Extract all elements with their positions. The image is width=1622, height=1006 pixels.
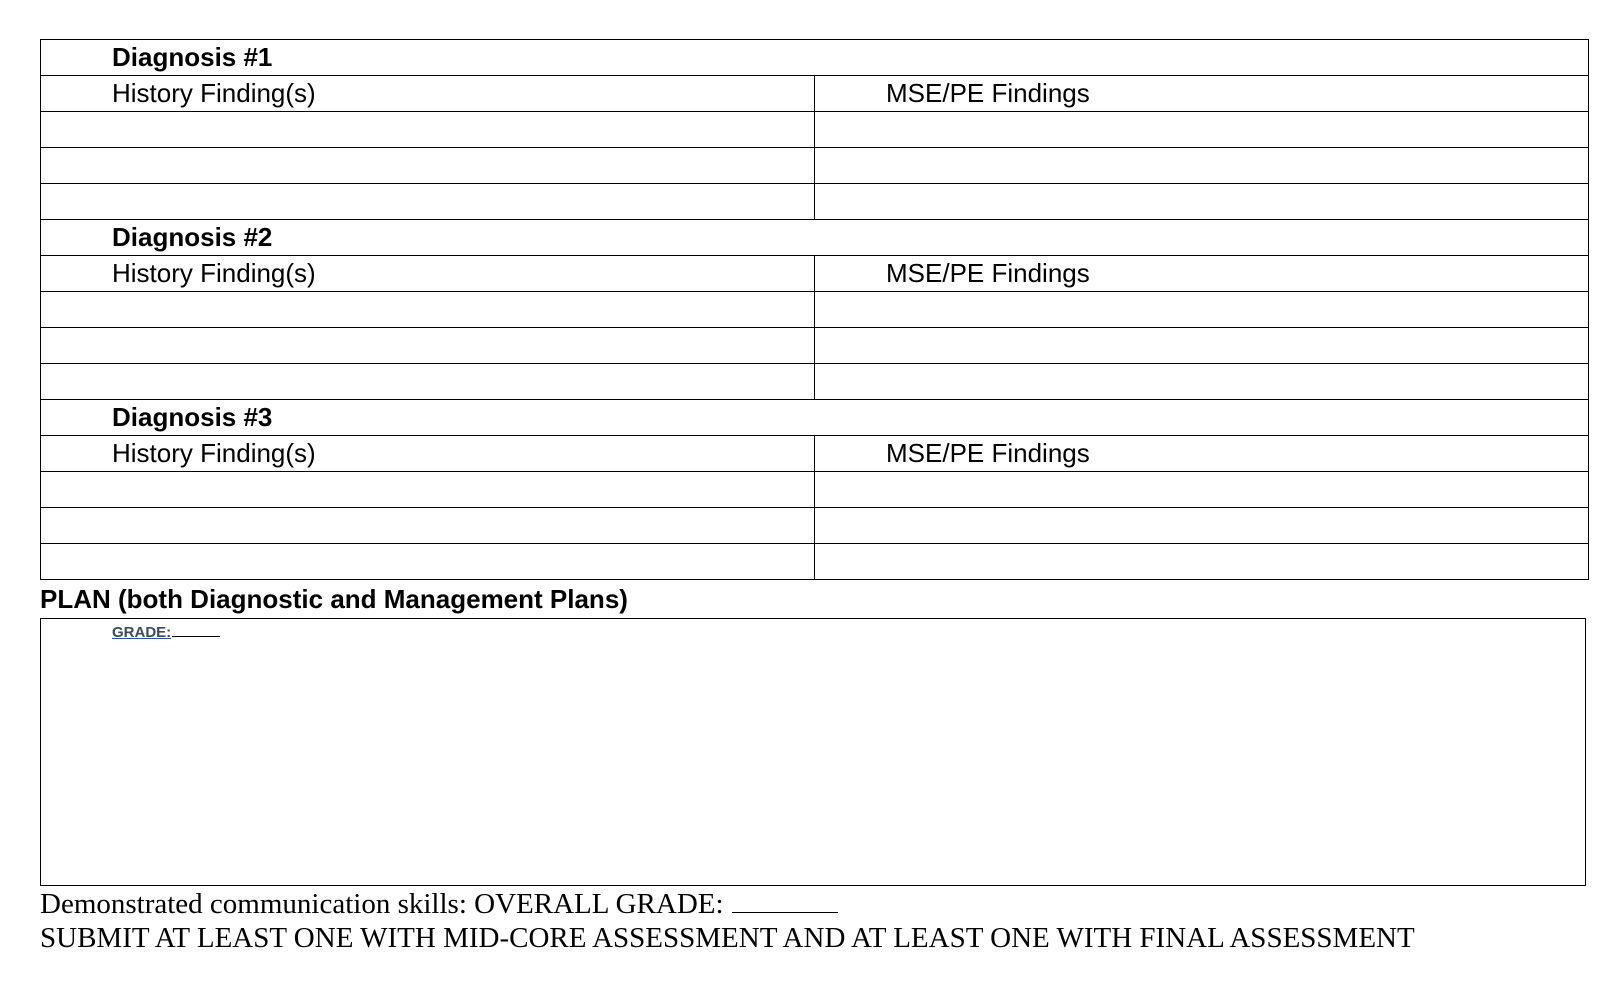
table-row: [41, 364, 1589, 400]
mse-finding-cell[interactable]: [815, 544, 1589, 580]
plan-grade-label: GRADE:: [112, 624, 172, 641]
diagnosis-3-mse-label: MSE/PE Findings: [815, 436, 1589, 472]
table-row: [41, 112, 1589, 148]
diagnosis-1-history-label: History Finding(s): [41, 76, 815, 112]
plan-heading: PLAN (both Diagnostic and Management Plans): [40, 584, 628, 614]
table-row: [41, 328, 1589, 364]
diagnosis-3-title-row: [41, 400, 1589, 436]
submit-note: SUBMIT AT LEAST ONE WITH MID-CORE ASSESSMENT AND AT LEAST ONE WITH FINAL ASSESSMENT: [40, 922, 1415, 954]
history-finding-cell[interactable]: [41, 328, 815, 364]
mse-finding-cell[interactable]: [815, 184, 1589, 220]
plan-grade: [112, 622, 220, 641]
diagnosis-2-title: Diagnosis #2: [41, 220, 1589, 256]
diagnosis-1-title: Diagnosis #1: [41, 40, 1589, 76]
communication-grade-label: Demonstrated communication skills: OVERALL GRADE:: [40, 888, 724, 920]
table-row: [41, 508, 1589, 544]
mse-finding-cell[interactable]: [815, 148, 1589, 184]
mse-finding-cell[interactable]: [815, 328, 1589, 364]
history-finding-cell[interactable]: [41, 184, 815, 220]
mse-finding-cell[interactable]: [815, 508, 1589, 544]
table-row: [41, 148, 1589, 184]
plan-grade-blank[interactable]: [172, 622, 220, 637]
mse-finding-cell[interactable]: [815, 364, 1589, 400]
assessment-form: [40, 39, 1589, 955]
diagnosis-1-title-row: [41, 40, 1589, 76]
history-finding-cell[interactable]: [41, 364, 815, 400]
diagnosis-3-history-label: History Finding(s): [41, 436, 815, 472]
diagnosis-3-title: Diagnosis #3: [41, 400, 1589, 436]
diagnosis-2-header-row: [41, 256, 1589, 292]
diagnosis-2-title-row: [41, 220, 1589, 256]
history-finding-cell[interactable]: [41, 544, 815, 580]
diagnosis-1-header-row: [41, 76, 1589, 112]
history-finding-cell[interactable]: [41, 508, 815, 544]
communication-grade-line: [40, 886, 1589, 921]
diagnosis-table: [40, 39, 1589, 580]
history-finding-cell[interactable]: [41, 148, 815, 184]
table-row: [41, 544, 1589, 580]
table-row: [41, 184, 1589, 220]
mse-finding-cell[interactable]: [815, 292, 1589, 328]
diagnosis-3-header-row: [41, 436, 1589, 472]
plan-textbox[interactable]: [40, 618, 1586, 886]
mse-finding-cell[interactable]: [815, 472, 1589, 508]
history-finding-cell[interactable]: [41, 112, 815, 148]
diagnosis-2-history-label: History Finding(s): [41, 256, 815, 292]
table-row: [41, 292, 1589, 328]
diagnosis-table-body: [41, 40, 1589, 580]
history-finding-cell[interactable]: [41, 292, 815, 328]
history-finding-cell[interactable]: [41, 472, 815, 508]
overall-grade-blank[interactable]: [732, 886, 838, 913]
diagnosis-2-mse-label: MSE/PE Findings: [815, 256, 1589, 292]
mse-finding-cell[interactable]: [815, 112, 1589, 148]
table-row: [41, 472, 1589, 508]
diagnosis-1-mse-label: MSE/PE Findings: [815, 76, 1589, 112]
